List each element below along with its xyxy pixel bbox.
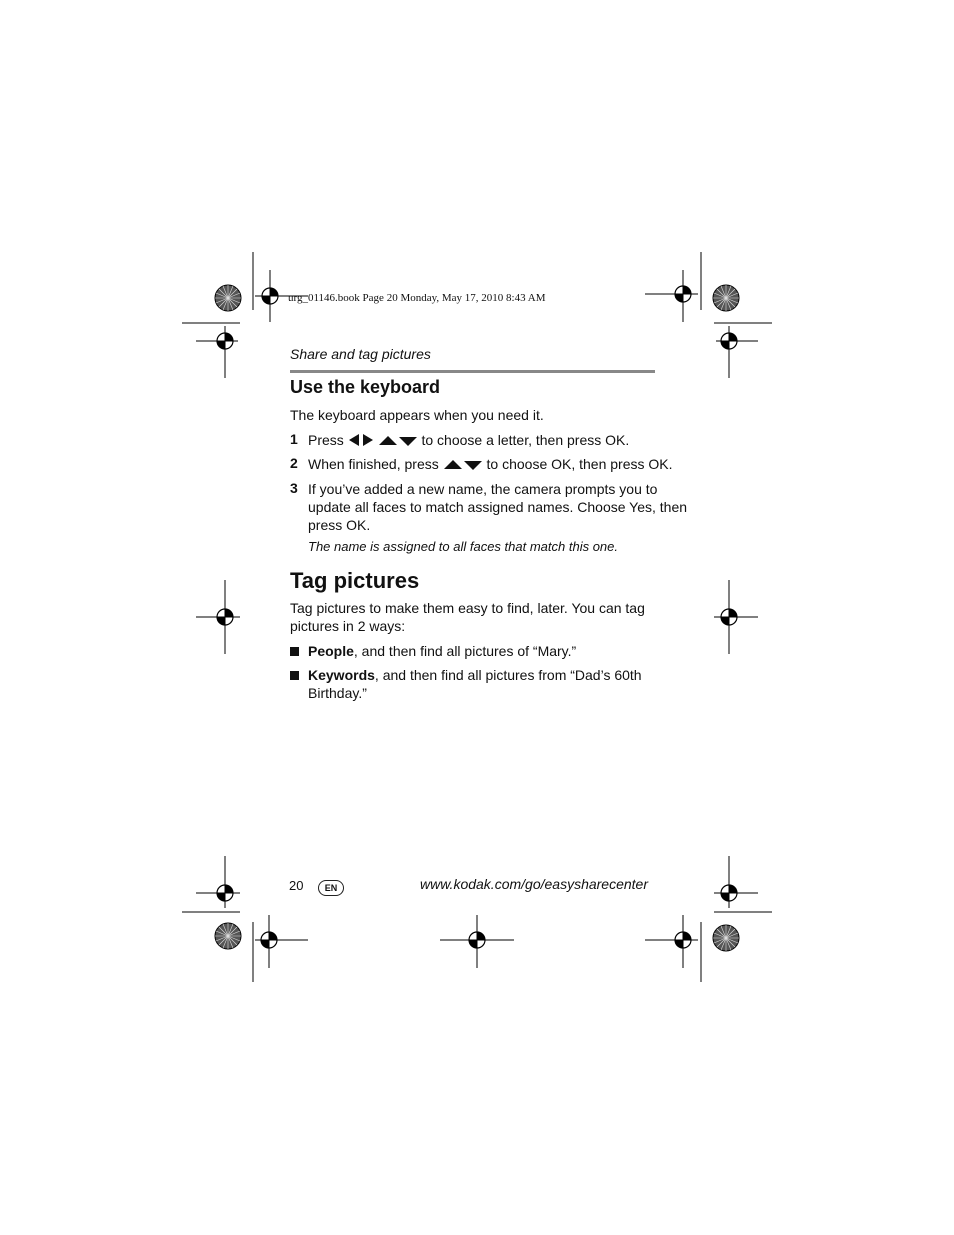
section-2-intro-line-1: Tag pictures to make them easy to find, later. You can tag [290, 600, 645, 616]
step-number: 1 [290, 431, 298, 447]
page-number: 20 [289, 878, 304, 893]
step-2-pre: When finished, press [308, 456, 439, 472]
section-title-tag-pictures: Tag pictures [290, 568, 420, 593]
step-3-line-1: If you’ve added a new name, the camera prompts you to [308, 481, 658, 497]
language-badge: EN [318, 880, 344, 896]
step-1-pre: Press [308, 432, 344, 448]
print-slug: urg_01146.book Page 20 Monday, May 17, 2010 8:43 AM [288, 292, 546, 304]
step-note: The name is assigned to all faces that match this one. [308, 539, 619, 554]
step-number: 3 [290, 480, 298, 496]
step-number: 2 [290, 455, 298, 471]
step-3-line-3: press OK. [308, 517, 371, 533]
section-intro: The keyboard appears when you need it. [290, 407, 544, 423]
step-2-post: to choose OK, then press OK. [486, 456, 673, 472]
bullet-rest: , and then find all pictures of “Mary.” [353, 643, 577, 659]
bullet-bold: People [308, 643, 354, 659]
section-title-use-keyboard: Use the keyboard [290, 377, 441, 397]
registration-star-icon [713, 285, 739, 311]
bullet-bold: Keywords [308, 667, 375, 683]
bullet-rest: , and then find all pictures from “Dad’s 60th [374, 667, 642, 683]
registration-star-icon [713, 925, 739, 951]
step-1-post: to choose a letter, then press OK. [421, 432, 630, 448]
registration-star-icon [215, 923, 241, 949]
bullet-keywords-line-2: Birthday.” [308, 685, 367, 701]
step-3-line-2: update all faces to match assigned names. Choose Yes, then [308, 499, 688, 515]
section-2-intro-line-2: pictures in 2 ways: [290, 618, 406, 634]
running-head: Share and tag pictures [290, 346, 431, 362]
footer-url: www.kodak.com/go/easysharecenter [420, 876, 648, 892]
registration-star-icon [215, 285, 241, 311]
